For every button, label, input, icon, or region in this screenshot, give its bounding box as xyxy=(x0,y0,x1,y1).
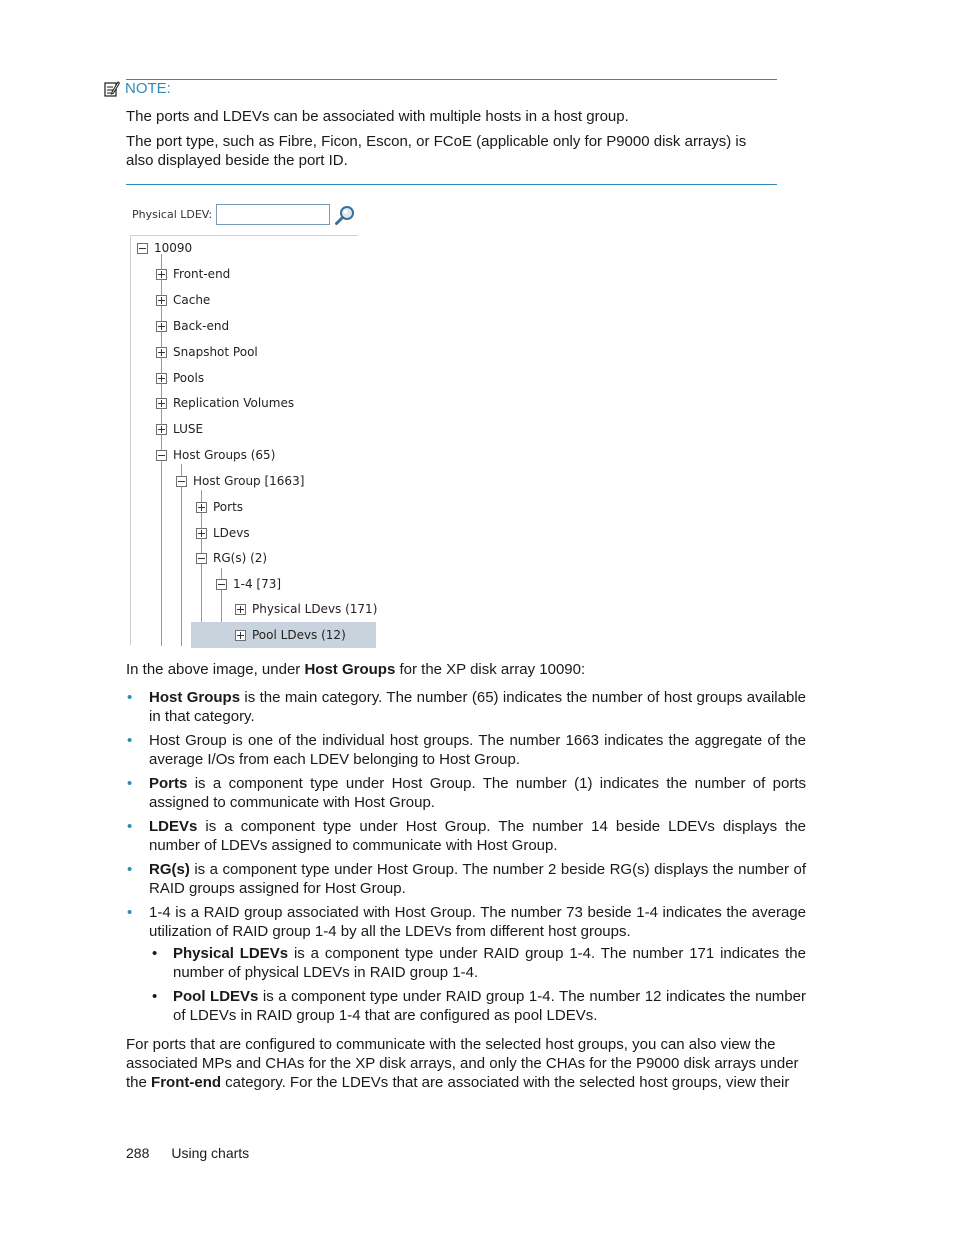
sub-list-item: • Pool LDEVs is a component type under RAID group 1-4. The number 12 indicates the number of LDEVs in RAID group 1-4 that are configured as pool LDEVs. xyxy=(152,988,806,1024)
expand-icon[interactable] xyxy=(156,321,167,332)
expand-icon[interactable] xyxy=(235,630,246,641)
expand-icon[interactable] xyxy=(156,295,167,306)
tree-node-host-groups[interactable]: Host Groups (65) xyxy=(156,447,275,463)
tree-node-rgs[interactable]: RG(s) (2) xyxy=(196,550,267,566)
closing-bold: Front-end xyxy=(151,1074,222,1091)
note-bottom-rule xyxy=(126,184,777,185)
closing-paragraph: For ports that are configured to communicate with the selected host groups, you can also view the associated MPs and CHAs for the XP disk arrays, and only the CHAs for the P9000 disk arrays under the Front-end category. For the LDEVs that are associated with the selected host groups, view their xyxy=(126,1036,799,1091)
section-name: Using charts xyxy=(171,1145,250,1161)
expand-icon[interactable] xyxy=(196,528,207,539)
search-label: Physical LDEV: xyxy=(132,208,213,221)
note-icon xyxy=(104,81,120,97)
expand-icon[interactable] xyxy=(156,347,167,358)
intro-paragraph: In the above image, under Host Groups for the XP disk array 10090: xyxy=(126,661,586,678)
collapse-icon[interactable] xyxy=(196,553,207,564)
collapse-icon[interactable] xyxy=(137,243,148,254)
collapse-icon[interactable] xyxy=(216,579,227,590)
tree-node-raid-group[interactable]: 1-4 [73] xyxy=(216,576,281,592)
list-item: • RG(s) is a component type under Host Group. The number 2 beside RG(s) displays the number of RAID groups assigned for Host Group. xyxy=(127,861,806,897)
list-item: • Ports is a component type under Host Group. The number (1) indicates the number of ports assigned to communicate with Host Group. xyxy=(127,775,806,811)
tree-node-host-group[interactable]: Host Group [1663] xyxy=(176,473,304,489)
physical-ldev-search-input[interactable] xyxy=(216,204,330,225)
note-top-rule xyxy=(126,79,777,80)
tree-node-back-end[interactable]: Back-end xyxy=(156,318,229,334)
note-heading xyxy=(104,80,171,97)
tree-node-luse[interactable]: LUSE xyxy=(156,421,203,437)
list-item: • Host Groups is the main category. The number (65) indicates the number of host groups available in that category. xyxy=(127,689,806,725)
list-item: • LDEVs is a component type under Host Group. The number 14 beside LDEVs displays the number of LDEVs assigned to communicate with Host Group. xyxy=(127,818,806,854)
list-item: • Host Group is one of the individual host groups. The number 1663 indicates the aggregate of the average I/Os from each LDEV belonging to Host Group. xyxy=(127,732,806,768)
tree-node-pools[interactable]: Pools xyxy=(156,370,204,386)
page-footer xyxy=(126,1145,249,1161)
intro-bold: Host Groups xyxy=(304,661,396,678)
list-item: • 1-4 is a RAID group associated with Host Group. The number 73 beside 1-4 indicates the average utilization of RAID group 1-4 by all the LDEVs from different host groups. xyxy=(127,904,806,940)
note-line-1: The ports and LDEVs can be associated with multiple hosts in a host group. xyxy=(126,108,629,125)
tree-node-pool-ldevs[interactable]: Pool LDevs (12) xyxy=(235,627,346,643)
expand-icon[interactable] xyxy=(156,269,167,280)
expand-icon[interactable] xyxy=(156,424,167,435)
tree-node-ldevs[interactable]: LDevs xyxy=(196,525,250,541)
tree-screenshot xyxy=(126,196,386,652)
tree-node-cache[interactable]: Cache xyxy=(156,292,210,308)
expand-icon[interactable] xyxy=(196,502,207,513)
tree-node-10090[interactable]: 10090 xyxy=(137,240,192,256)
note-line-2: The port type, such as Fibre, Ficon, Escon, or FCoE (applicable only for P9000 disk arrays) is also displayed beside the port ID. xyxy=(126,133,747,169)
tree-node-physical-ldevs[interactable]: Physical LDevs (171) xyxy=(235,601,377,617)
bullet-list xyxy=(126,688,806,1030)
tree-frame-left xyxy=(130,235,131,645)
collapse-icon[interactable] xyxy=(176,476,187,487)
collapse-icon[interactable] xyxy=(156,450,167,461)
expand-icon[interactable] xyxy=(156,398,167,409)
search-icon[interactable] xyxy=(334,204,356,226)
page-number: 288 xyxy=(126,1145,150,1161)
expand-icon[interactable] xyxy=(156,373,167,384)
sub-list-item: • Physical LDEVs is a component type under RAID group 1-4. The number 171 indicates the number of physical LDEVs in RAID group 1-4. xyxy=(152,945,806,981)
expand-icon[interactable] xyxy=(235,604,246,615)
tree-frame-top xyxy=(130,235,358,236)
tree-node-snapshot-pool[interactable]: Snapshot Pool xyxy=(156,344,258,360)
tree-line xyxy=(181,464,182,646)
note-title: NOTE: xyxy=(125,80,171,97)
tree-node-front-end[interactable]: Front-end xyxy=(156,266,230,282)
tree-node-ports[interactable]: Ports xyxy=(196,499,243,515)
tree-node-replication-volumes[interactable]: Replication Volumes xyxy=(156,395,294,411)
